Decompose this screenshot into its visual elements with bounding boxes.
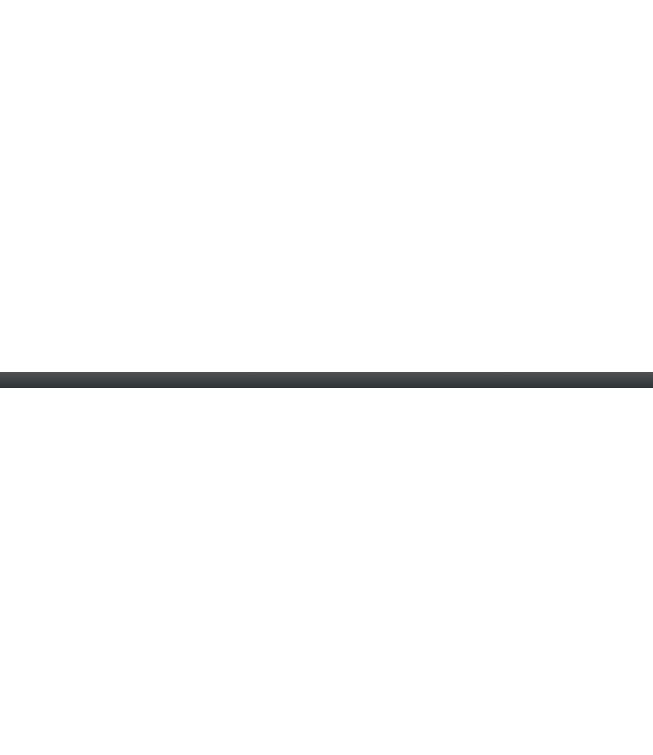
page-divider (0, 372, 653, 388)
statement-page-bottom (0, 388, 653, 755)
statement-page-top (0, 0, 653, 372)
